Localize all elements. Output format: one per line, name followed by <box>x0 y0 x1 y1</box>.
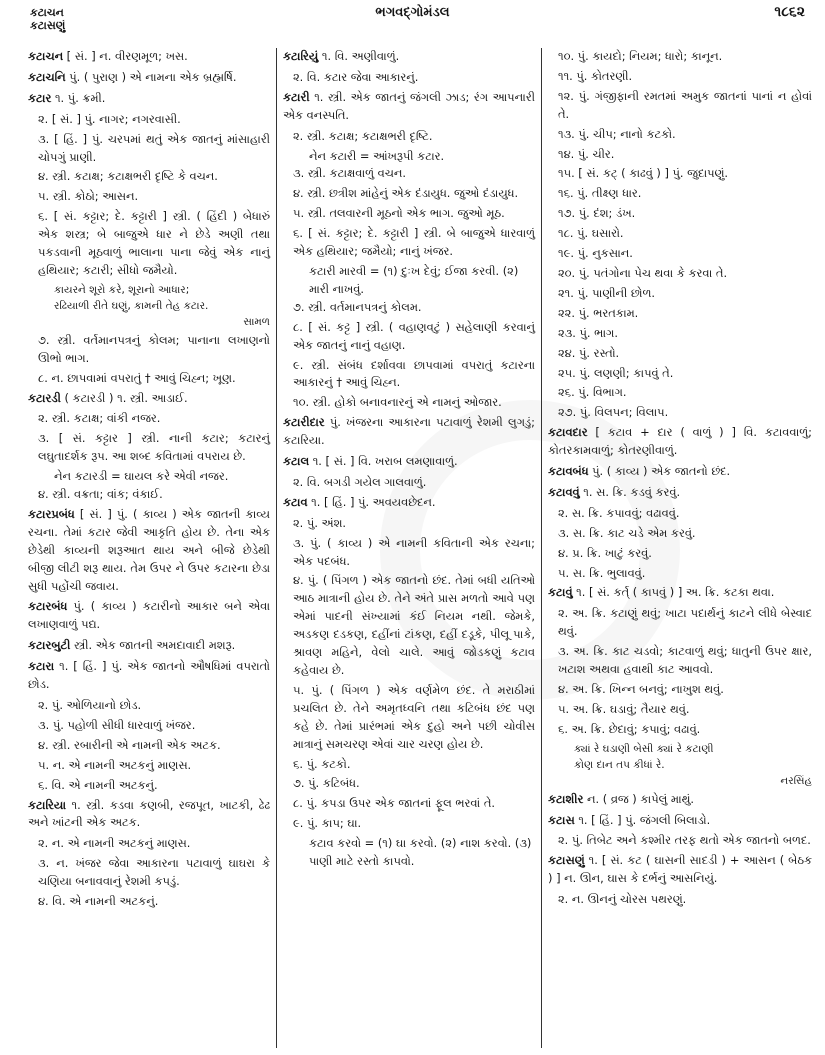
sense-definition: ૩. [ સં. કટ્ટાર ] સ્ત્રી. નાની કટાર; કટારનું લઘુતાદર્શક રૂપ. આ શબ્દ કવિતામાં વપરાય છે. <box>38 431 270 464</box>
definition-text: ૧. સ. ક્રિ. કડવું કરવું. <box>579 484 681 499</box>
sense-definition: ૨. સ્ત્રી. કટાક્ષ; વાંકી નજર. <box>38 411 161 426</box>
sense-definition: ૪. સ્ત્રી. વક્રતા; વાંક; વંકાઈ. <box>38 487 163 502</box>
definition-text: [ સં. ] પું. ( કાવ્ય ) એક જાતની કાવ્ય રચના. તેમાં કટાર જેવી આકૃતિ હોય છે. તેના એક છેડેથી કાવ્યની શરૂઆત થાય અને બીજે છેડેથી બીજી લીટી શરૂ થાય. તેમ ઉપર ને ઉપર કટારના છેડા સુધી પહોંચી જવાય. <box>28 506 270 593</box>
sense-definition: ૨૧. પું. પાણીની છોળ. <box>558 285 656 300</box>
page-number: ૧૮૬૨ <box>774 4 805 20</box>
headword: કટારિયું <box>283 49 319 63</box>
sense-definition: ૨૬. પું. વિભાગ. <box>558 385 627 400</box>
sense-definition: ૪. સ્ત્રી. કટાક્ષ; કટાક્ષભરી દૃષ્ટિ કે વચન. <box>38 169 218 184</box>
headword: કટાવબંધ <box>548 464 589 479</box>
sense-definition: ૬. વિ. એ નામની અટકનું. <box>38 777 158 792</box>
sense-definition: ૬. અ. ક્રિ. છેદાવું; કપાવું; વઢાવું. <box>558 721 701 736</box>
definition-text: ૧. પું. ક્રમી. <box>51 90 106 105</box>
column-1 <box>28 48 276 1048</box>
sense-definition: ૨. ન. ઊનનું ચોરસ પથરણું. <box>558 892 687 907</box>
dictionary-entry <box>28 506 270 596</box>
dictionary-entry <box>28 658 270 694</box>
sense-definition: ૬. [ સં. કટ્ટાર; દે. કટ્ટારી ] સ્ત્રી. બે બાજુએ ધારવાળું એક હથિયાર; જમૈયો; નાનું ખંજર. <box>293 226 535 259</box>
headword: કટારીદાર <box>283 415 325 430</box>
dictionary-entry <box>283 453 535 471</box>
sense-definition: ૧૬. પું. તીક્ષ્ણ ધાર. <box>558 186 642 201</box>
quotation-line: રઢિયાળી રીતે ઘણું, કામની તેહ કટાર. <box>54 299 209 312</box>
dictionary-entry <box>28 69 270 87</box>
headword: કટાસ <box>548 812 575 827</box>
quotation-line: કાયરને શૂરો કરે, શૂરાનો આધાર; <box>54 283 190 296</box>
dictionary-entry <box>548 463 812 481</box>
usage-example: નેન કટારી = આંખરૂપી કટાર. <box>309 148 445 163</box>
definition-text: ૧. [ સં. કર્ત્ ( કાપવું ) ] અ. ક્રિ. કટકા થવા. <box>572 585 775 600</box>
sense-definition: ૩. [ હિં. ] પું. ચરપમાં થતું એક જાતનું માંસાહારી ચોપગું પ્રાણી. <box>38 131 270 164</box>
dictionary-entry <box>548 424 812 460</box>
sense-definition: ૯. સ્ત્રી. સંબંધ દર્શાવવા છાપવામાં વપરાતું કટારના આકારનું † આવું ચિહ્ન. <box>293 357 535 390</box>
sense-definition: ૫. પું. ( પિંગળ ) એક વર્ણમેળ છંદ. તે મરાઠીમાં પ્રચલિત છે. તેને અમૃતધ્વનિ તથા કટિબંધ છંદ પણ કહે છે. તેમાં પ્રારંભમાં એક દુહો અને પછી ચોવીસ માત્રાનું સમચરણ એવાં ચાર ચરણ હોય છે. <box>293 682 535 751</box>
quotation-attribution: નરસિંહ <box>780 774 812 787</box>
sense-definition: ૫. સ. ક્રિ. ભુલાવવું. <box>558 565 646 580</box>
dictionary-entry <box>548 584 812 602</box>
sense-definition: ૧૦. સ્ત્રી. હોકો બનાવનારનું એ નામનું ઓજાર. <box>293 395 502 410</box>
dictionary-entry <box>283 494 535 512</box>
sense-definition: ૨. સ્ત્રી. કટાક્ષ; કટાક્ષભરી દૃષ્ટિ. <box>293 128 433 143</box>
sense-definition: ૪. સ્ત્રી. છત્રીશ માંહેનું એક દંડાયુધ. જુઓ દંડાયુધ. <box>293 186 519 201</box>
dictionary-entry <box>548 791 812 809</box>
headword: કટાશીર <box>548 791 584 806</box>
sense-definition: ૪. પ્ર. ક્રિ. ખાટું કરવું. <box>558 545 652 560</box>
headword: કટારડી <box>28 390 61 405</box>
definition-text: પું. ( કાવ્ય ) કટારીનો આકાર બને એવા લખાણવાળું પદ્ય. <box>28 599 270 632</box>
sense-definition: ૬. પું. કટકો. <box>293 756 351 771</box>
definition-text: ન. ( વ્રજ ) કાપેલું માથું. <box>583 791 695 806</box>
sense-definition: ૨૩. પું. ભાગ. <box>558 325 618 340</box>
definition-text: ( કટારડી ) ૧. સ્ત્રી. આડાઈ. <box>60 390 188 405</box>
dictionary-entry <box>548 852 812 888</box>
page-header <box>0 0 825 40</box>
sense-definition: ૩. સ. ક્રિ. કાટ ચડે એમ કરવું. <box>558 525 696 540</box>
usage-example: કટારી મારવી = (૧) દુઃખ દેવું; ઈજા કરવી. (૨) મારી નાખવું. <box>309 263 519 296</box>
page-title: ભગવદ્ગોમંડલ <box>375 5 450 20</box>
dictionary-entry <box>548 812 812 830</box>
sense-definition: ૧૫. [ સં. કટ્ ( કાઢવું ) ] પું. જુદાપણું. <box>558 166 729 181</box>
sense-definition: ૧૨. પું. ગંજીફાની રમતમાં અમુક જાતનાં પાનાં ન હોવાં તે. <box>558 88 812 121</box>
column-2 <box>276 48 542 1048</box>
sense-definition: ૧૩. પું. ચીપ; નાનો કટકો. <box>558 126 676 141</box>
sense-definition: ૪. સ્ત્રી. રબારીની એ નામની એક અટક. <box>38 737 221 752</box>
definition-text: ૧. [ હિં. ] પું. જંગલી બિલાડો. <box>574 812 711 827</box>
headword: કટાવવું <box>548 484 580 499</box>
sense-definition: ૪. પું. ( પિંગળ ) એક જાતનો છંદ. તેમાં બધી યતિઓ આઠ માત્રાની હોય છે. તેને અંતે પ્રાસ મળતો આવે પણ એમાં પાદની સંખ્યામાં કંઈ નિયમ નથી. જેમકે, અડકણ દડકણ, દહીંનાં ટાંકણ, દહીં દડૂકે, પીલૂ પાકે, શ્રાવણ મહિને, વેલો ચાલે. આવું જોડકણું કટાવ કહેવાય છે. <box>293 573 535 677</box>
sense-definition: ૯. પું. કાપ; ઘા. <box>293 816 362 831</box>
sense-definition: ૪. અ. ક્રિ. ખિન્ન બનવું; નાખુશ થવું. <box>558 682 724 696</box>
sense-definition: ૧૯. પું. નુકસાન. <box>558 246 633 261</box>
sense-definition: ૨. સ. ક્રિ. કપાવવું; વઢાવવું. <box>558 505 680 520</box>
dictionary-entry <box>283 48 535 66</box>
sense-definition: ૭. સ્ત્રી. વર્તમાનપત્રનું કોલમ; પાનાના લખાણનો ઊભો ભાગ. <box>38 332 270 365</box>
sense-definition: ૨. અ. ક્રિ. કટાણું થવું; ખાટા પદાર્થનું કાટને લીધે બેસ્વાદ થવું. <box>558 606 812 639</box>
headword: કટારી <box>283 89 310 104</box>
definition-text: પું. ખંજરના આકારના પટાવાળું રેશમી લુગડું; કટારિયા. <box>283 415 535 448</box>
dictionary-entry <box>28 797 270 833</box>
sense-definition: ૫. સ્ત્રી. તલવારની મૂઠનો એક ભાગ. જુઓ મૂઠ. <box>293 206 505 221</box>
dictionary-entry <box>28 390 270 408</box>
sense-definition: ૮. [ સં. કટ્ટ ] સ્ત્રી. ( વહાણવટું ) સહેલાણી કરવાનું એક જાતનું નાનું વહાણ. <box>293 319 535 352</box>
sense-definition: ૨. વિ. બગડી ગયેલ ગાલવાળું. <box>293 474 427 489</box>
dictionary-entry <box>283 414 535 450</box>
sense-definition: ૬. [ સં. કટ્ટાર; દે. કટ્ટારી ] સ્ત્રી. ( હિંદી ) બેધારું એક શસ્ત્ર; બે બાજુએ ધાર ને છેડે અણી તથા પકડવાની મૂઠવાળું ભાલાના પાના જેવું એક નાનું હથિયાર; કટારી; સીધો જમૈયો. <box>38 209 270 277</box>
sense-definition: ૨૨. પું. ભરતકામ. <box>558 305 639 320</box>
sense-definition: ૭. સ્ત્રી. વર્તમાનપત્રનું કોલમ. <box>293 299 422 314</box>
sense-definition: ૨. [ સં. ] પું. નાગર; નગરવાસી. <box>38 111 181 126</box>
sense-definition: ૩. અ. ક્રિ. કાટ ચડવો; કાટવાળું થવું; ધાતુની ઉપર ક્ષાર, ખટાશ અથવા હવાથી કાટ આવવો. <box>558 644 812 677</box>
sense-definition: ૨૪. પું. રસ્તો. <box>558 345 620 360</box>
sense-definition: ૧૭. પું. દંશ; ડંખ. <box>558 206 636 221</box>
headword: કટારબંધ <box>28 599 68 614</box>
headword: કટાવ <box>283 494 308 509</box>
headword: કટાવદાર <box>548 425 588 440</box>
sense-definition: ૭. પું. કટિબંધ. <box>293 776 360 791</box>
dictionary-columns <box>28 48 818 1048</box>
sense-definition: ૮. ન. છાપવામાં વપરાતું † આવું ચિહ્ન; ખૂણ. <box>38 370 236 385</box>
usage-example: કટાવ કરવો = (૧) ઘા કરવો. (૨) નાશ કરવો. (૩) પાણી માટે રસ્તો કાપવો. <box>309 836 532 869</box>
quotation-line: કોણ દાન તપ કીધાં રે. <box>574 758 665 771</box>
sense-definition: ૨૫. પું. લણણી; કાપવું તે. <box>558 365 674 380</box>
sense-definition: ૨. પું. તિબેટ અને કશ્મીર તરફ થતો એક જાતનો બળદ. <box>558 833 811 848</box>
sense-definition: ૪. વિ. એ નામની અટકનું. <box>38 894 159 909</box>
sense-definition: ૨. પું. અંશ. <box>293 515 346 530</box>
sense-definition: ૧૧. પું. કોતરણી. <box>558 68 633 83</box>
sense-definition: ૩. સ્ત્રી. કટાક્ષવાળું વચન. <box>293 166 406 181</box>
guide-word-first: કટાચન <box>30 6 64 19</box>
dictionary-entry <box>28 598 270 634</box>
definition-text: ૧. સ્ત્રી. કડવા કણબી, રજપૂત, ખાટકી, ઢેઢ અને ખાંટની એક અટક. <box>28 797 270 830</box>
dictionary-entry <box>28 637 270 655</box>
headword: કટાર <box>28 90 52 105</box>
dictionary-entry <box>283 89 535 125</box>
sense-definition: ૩. ન. ખંજર જેવા આકારના પટાવાળું ઘાઘરા કે ચણિયા બનાવવાનું રેશમી કપડું. <box>38 856 270 889</box>
headword: કટારપ્રબંધ <box>28 506 75 521</box>
headword: કટાચનિ <box>28 69 66 84</box>
sense-definition: ૨૦. પું. પતંગોના પેચ થવા કે કરવા તે. <box>558 265 728 280</box>
sense-definition: ૧૮. પું. ઘસારો. <box>558 226 624 241</box>
sense-definition: ૮. પું. કપડા ઉપર એક જાતનાં ફૂલ ભરવાં તે. <box>293 796 496 811</box>
guide-word-last: કટાસણું <box>30 19 66 32</box>
sense-definition: ૫. સ્ત્રી. કોઠો; આસન. <box>38 189 139 204</box>
definition-text: પું. ( કાવ્ય ) એક જાતનો છંદ. <box>588 464 731 479</box>
sense-definition: ૨. પું. ઓળિયાનો છોડ. <box>38 698 142 712</box>
sense-definition: ૨. ન. એ નામની અટકનું માણસ. <box>38 836 191 851</box>
sense-definition: ૧૦. પું. કાયદો; નિયમ; ધારો; કાનૂન. <box>558 49 723 63</box>
sense-definition: ૩. પું. પહોળી સીધી ધારવાળું ખંજર. <box>38 717 196 732</box>
dictionary-entry <box>28 90 270 108</box>
sense-definition: ૧૪. પું. ચીર. <box>558 146 615 161</box>
definition-text: સ્ત્રી. એક જાતની અમદાવાદી મશરૂ. <box>70 638 236 653</box>
sense-definition: ૨૭. પું. વિલપન; વિલાપ. <box>558 405 669 420</box>
quotation-attribution: સામળ <box>243 315 270 328</box>
dictionary-entry <box>28 48 270 66</box>
definition-text: ૧. [ સં. ] વિ. ખરાબ લમણાવાળું. <box>309 454 458 469</box>
definition-text: પું. ( પુરાણ ) એ નામના એક બ્રહ્મર્ષિ. <box>65 69 237 84</box>
headword: કટાચન <box>28 49 64 63</box>
sense-definition: ૫. અ. ક્રિ. ઘડાવું; તૈયાર થવું. <box>558 701 690 716</box>
sense-definition: ૨. વિ. કટાર જેવા આકારનું. <box>293 69 419 84</box>
headword: કટાવું <box>548 585 573 600</box>
sense-definition: ૩. પું. ( કાવ્ય ) એ નામની કવિતાની એક રચના; એક પદબંધ. <box>293 535 535 568</box>
definition-text: ૧. [ હિં. ] પું. અવયવછેદન. <box>307 494 436 509</box>
column-3 <box>542 48 818 1048</box>
definition-text: ૧. [ હિં. ] પું. એક જાતનો ઔષધિમાં વપરાતો છોડ. <box>28 659 270 692</box>
definition-text: [ કટાવ + દાર ( વાળું ) ] વિ. કટાવવાળું; કોતરકામવાળું; કોતરણીવાળું. <box>548 425 812 458</box>
headword: કટારા <box>28 659 55 674</box>
definition-text: ૧. [ સં. કટ ( ઘાસની સાદડી ) + આસન ( બેઠક ) ] ન. ઊન, ઘાસ કે દર્ભનું આસનિયું. <box>548 853 812 886</box>
headword: કટાસણું <box>548 853 585 868</box>
dictionary-entry <box>548 484 812 502</box>
headword: કટાલ <box>283 454 310 469</box>
sense-definition: ૫. ન. એ નામની અટકનું માણસ. <box>38 757 192 772</box>
usage-example: નેન કટારડી = ઘાયલ કરે એવી નજર. <box>54 469 229 484</box>
headword: કટારિયા <box>28 797 67 812</box>
definition-text: ૧. સ્ત્રી. એક જાતનું જંગલી ઝાડ; રંગ આપનારી એક વનસ્પતિ. <box>283 89 535 122</box>
definition-text: [ સં. ] ન. વીરણમૂળ; ખસ. <box>63 49 188 63</box>
quotation-line: ક્યાં રે ઘડાણી બેસી ક્યાં રે કટાણી <box>574 742 714 755</box>
definition-text: ૧. વિ. અણીવાળું. <box>318 49 400 63</box>
headword: કટારબુટી <box>28 638 71 653</box>
